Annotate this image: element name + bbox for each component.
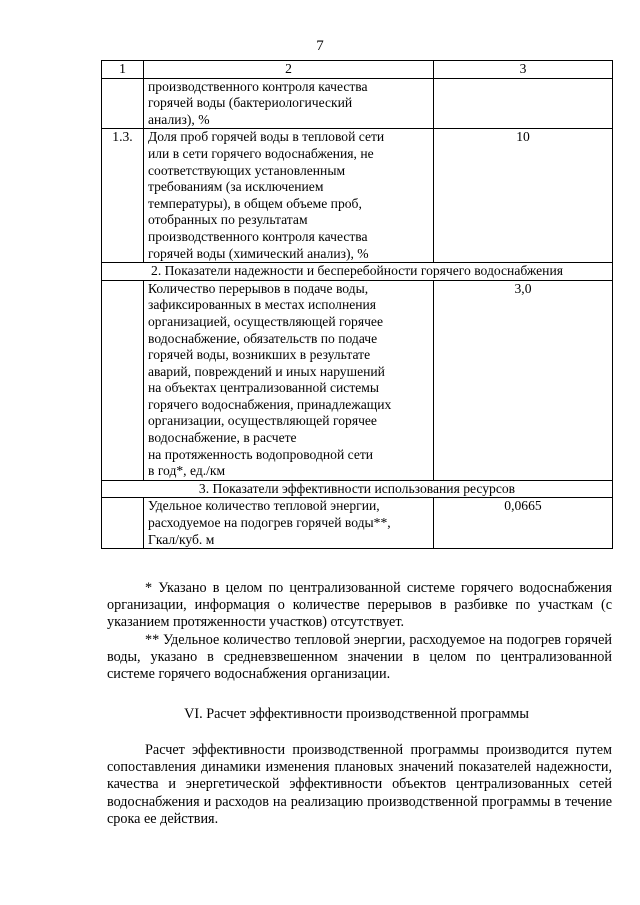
row-number — [102, 498, 144, 549]
section-heading-row — [102, 263, 613, 281]
indicator-value — [434, 78, 613, 129]
table-row — [102, 129, 613, 263]
body-paragraph: Расчет эффективности производственной программы производится путем сопоставления динамики изменения плановых значений показателей надежности, качества и энергетической эффективности объектов централизованных сетей водоснабжения и расходов на реализацию производственной программы в течение срока ее действия. — [107, 742, 612, 827]
indicator-value: 3,0 — [434, 280, 613, 480]
row-number — [102, 280, 144, 480]
indicator-value: 0,0665 — [434, 498, 613, 549]
row-number — [102, 78, 144, 129]
footnote-1: * Указано в целом по централизованной системе горячего водоснабжения организации, информация о количестве перерывов в разбивке по участкам (с указанием протяженности участков) отсутствует. — [107, 580, 612, 631]
indicator-name: Удельное количество тепловой энергии, расходуемое на подогрев горячей воды**, Гкал/куб. м — [144, 498, 434, 549]
section-heading-row — [102, 480, 613, 498]
table-header-row — [102, 61, 613, 79]
page-number: 7 — [316, 38, 324, 54]
indicator-name: Доля проб горячей воды в тепловой сети или в сети горячего водоснабжения, не соответствующих установленным требованиям (за исключением температуры), в общем объеме проб, отобранных по результатам производственного контроля качества горячей воды (химический анализ), % — [144, 129, 434, 263]
section-title: 3. Показатели эффективности использования ресурсов — [102, 480, 613, 498]
body-paragraph-block — [107, 742, 612, 828]
section-title: 2. Показатели надежности и бесперебойности горячего водоснабжения — [102, 263, 613, 281]
table-row — [102, 498, 613, 549]
table-header-cell: 3 — [434, 61, 613, 79]
indicator-name: Количество перерывов в подаче воды, зафиксированных в местах исполнения организацией, осуществляющей горячее водоснабжение, обязательств по подаче горячей воды, возникших в результате аварий, повреждений и иных нарушений на объектах централизованной системы горячего водоснабжения, принадлежащих организации, осуществляющей горячее водоснабжение, в расчете на протяженность водопроводной сети в год*, ед./км — [144, 280, 434, 480]
section-heading: VI. Расчет эффективности производственной программы — [184, 706, 529, 722]
indicator-name: производственного контроля качества горячей воды (бактериологический анализ), % — [144, 78, 434, 129]
table-row — [102, 280, 613, 480]
table-header-cell: 1 — [102, 61, 144, 79]
footnotes — [107, 580, 612, 683]
footnote-2: ** Удельное количество тепловой энергии, расходуемое на подогрев горячей воды, указано в средневзвешенном значении в целом по централизованной системе горячего водоснабжения организации. — [107, 631, 612, 683]
indicators-table — [101, 60, 613, 549]
table-row — [102, 78, 613, 129]
indicator-value: 10 — [434, 129, 613, 263]
table-header-cell: 2 — [144, 61, 434, 79]
row-number: 1.3. — [102, 129, 144, 263]
